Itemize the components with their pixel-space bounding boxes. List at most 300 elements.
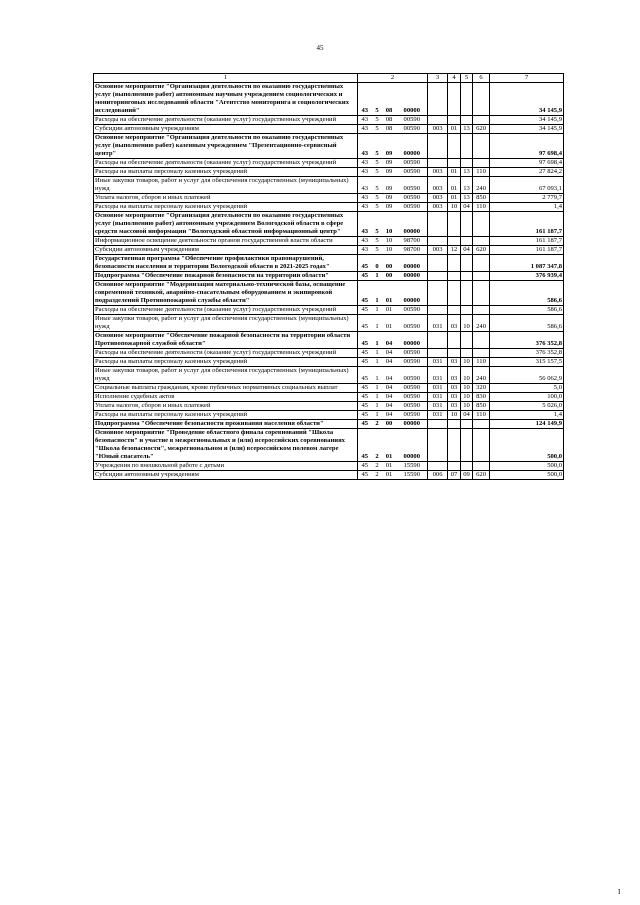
section-code xyxy=(448,429,461,462)
event-code: 10 xyxy=(382,212,396,237)
event-code: 09 xyxy=(382,168,396,177)
amount: 5 026,0 xyxy=(490,402,564,411)
amount: 1 087 347,8 xyxy=(490,255,564,272)
expense-type-code: 850 xyxy=(473,402,490,411)
subprogram-code: 5 xyxy=(372,134,382,159)
subprogram-code: 0 xyxy=(372,255,382,272)
grbs-code xyxy=(428,272,448,281)
table-row xyxy=(94,367,564,384)
row-name: Основное мероприятие "Модернизация материально-технической базы, оснащение современной техникой, аварийно-спасательным оборудованием и экипировкой подразделений Противопожарной службы области" xyxy=(94,281,358,306)
subsection-code xyxy=(461,134,473,159)
subsection-code: 13 xyxy=(461,168,473,177)
section-code xyxy=(448,134,461,159)
program-code: 45 xyxy=(358,255,372,272)
subprogram-code: 2 xyxy=(372,462,382,471)
expense-type-code: 240 xyxy=(473,315,490,332)
program-code: 45 xyxy=(358,272,372,281)
direction-code: 98700 xyxy=(396,237,428,246)
event-code: 04 xyxy=(382,411,396,420)
event-code: 08 xyxy=(382,125,396,134)
subsection-code xyxy=(461,272,473,281)
amount: 315 157,5 xyxy=(490,358,564,367)
amount: 27 824,2 xyxy=(490,168,564,177)
amount: 56 062,9 xyxy=(490,367,564,384)
table-row xyxy=(94,194,564,203)
subsection-code xyxy=(461,159,473,168)
table-row xyxy=(94,255,564,272)
program-code: 45 xyxy=(358,332,372,349)
subprogram-code: 1 xyxy=(372,281,382,306)
table-row xyxy=(94,420,564,429)
section-code xyxy=(448,255,461,272)
grbs-code xyxy=(428,306,448,315)
subprogram-code: 5 xyxy=(372,212,382,237)
expense-type-code xyxy=(473,429,490,462)
subsection-code: 10 xyxy=(461,393,473,402)
direction-code: 00590 xyxy=(396,367,428,384)
table-row xyxy=(94,246,564,255)
subprogram-code: 5 xyxy=(372,246,382,255)
expense-type-code: 620 xyxy=(473,471,490,480)
page-number: 45 xyxy=(316,44,324,52)
direction-code: 00000 xyxy=(396,272,428,281)
row-name: Расходы на выплаты персоналу казенных учреждений xyxy=(94,411,358,420)
row-name: Социальные выплаты гражданам, кроме публичных нормативных социальных выплат xyxy=(94,384,358,393)
direction-code: 00590 xyxy=(396,315,428,332)
table-row xyxy=(94,471,564,480)
table-row xyxy=(94,306,564,315)
direction-code: 00590 xyxy=(396,384,428,393)
table-row xyxy=(94,349,564,358)
subsection-code xyxy=(461,306,473,315)
grbs-code: 031 xyxy=(428,411,448,420)
table-row xyxy=(94,116,564,125)
program-code: 45 xyxy=(358,420,372,429)
table-row xyxy=(94,134,564,159)
direction-code: 00590 xyxy=(396,116,428,125)
expense-type-code: 620 xyxy=(473,125,490,134)
event-code: 04 xyxy=(382,384,396,393)
expense-type-code: 110 xyxy=(473,358,490,367)
direction-code: 98700 xyxy=(396,246,428,255)
subprogram-code: 5 xyxy=(372,125,382,134)
program-code: 45 xyxy=(358,471,372,480)
header-col-2: 2 xyxy=(358,74,428,83)
row-name: Государственная программа "Обеспечение профилактики правонарушений, безопасности населения и территории Вологодской области в 2021-2025 годах" xyxy=(94,255,358,272)
section-code: 01 xyxy=(448,125,461,134)
amount: 376 352,8 xyxy=(490,349,564,358)
header-col-3: 3 xyxy=(428,74,448,83)
direction-code: 00590 xyxy=(396,393,428,402)
direction-code: 00590 xyxy=(396,177,428,194)
subsection-code: 10 xyxy=(461,367,473,384)
row-name: Основное мероприятие "Организация деятельности по оказанию государственных услуг (выполнению работ) автономным учреждением Вологодской области в сфере средств массовой информации "Вологодский областной информационный центр" xyxy=(94,212,358,237)
subsection-code xyxy=(461,116,473,125)
subsection-code xyxy=(461,420,473,429)
amount: 97 698,4 xyxy=(490,134,564,159)
subprogram-code: 1 xyxy=(372,332,382,349)
grbs-code: 003 xyxy=(428,168,448,177)
expense-type-code: 620 xyxy=(473,246,490,255)
subprogram-code: 1 xyxy=(372,349,382,358)
program-code: 43 xyxy=(358,168,372,177)
header-col-1: 1 xyxy=(94,74,358,83)
event-code: 00 xyxy=(382,255,396,272)
grbs-code: 003 xyxy=(428,177,448,194)
subprogram-code: 1 xyxy=(372,306,382,315)
event-code: 01 xyxy=(382,315,396,332)
section-code: 03 xyxy=(448,367,461,384)
expense-type-code xyxy=(473,349,490,358)
grbs-code: 031 xyxy=(428,393,448,402)
subprogram-code: 5 xyxy=(372,168,382,177)
subsection-code xyxy=(461,83,473,116)
subprogram-code: 1 xyxy=(372,315,382,332)
amount: 500,0 xyxy=(490,462,564,471)
budget-table xyxy=(93,73,564,480)
section-code xyxy=(448,420,461,429)
amount: 161 187,7 xyxy=(490,212,564,237)
subsection-code: 10 xyxy=(461,402,473,411)
table-row xyxy=(94,402,564,411)
event-code: 01 xyxy=(382,306,396,315)
event-code: 04 xyxy=(382,393,396,402)
subprogram-code: 5 xyxy=(372,203,382,212)
amount: 124 149,9 xyxy=(490,420,564,429)
table-row xyxy=(94,159,564,168)
grbs-code xyxy=(428,83,448,116)
direction-code: 00000 xyxy=(396,255,428,272)
table-row xyxy=(94,281,564,306)
row-name: Подпрограмма "Обеспечение пожарной безопасности на территории области" xyxy=(94,272,358,281)
program-code: 45 xyxy=(358,402,372,411)
section-code: 10 xyxy=(448,411,461,420)
table-row xyxy=(94,315,564,332)
row-name: Расходы на выплаты персоналу казенных учреждений xyxy=(94,203,358,212)
subsection-code xyxy=(461,349,473,358)
expense-type-code: 240 xyxy=(473,177,490,194)
table-row xyxy=(94,393,564,402)
program-code: 45 xyxy=(358,393,372,402)
expense-type-code xyxy=(473,255,490,272)
program-code: 43 xyxy=(358,125,372,134)
subsection-code xyxy=(461,212,473,237)
section-code: 01 xyxy=(448,177,461,194)
table-row xyxy=(94,332,564,349)
program-code: 45 xyxy=(358,349,372,358)
table-row xyxy=(94,125,564,134)
subsection-code: 04 xyxy=(461,246,473,255)
section-code: 07 xyxy=(448,471,461,480)
grbs-code: 031 xyxy=(428,402,448,411)
header-col-5: 5 xyxy=(461,74,473,83)
row-name: Основное мероприятие "Обеспечение пожарной безопасности на территории области Противопожарной службой области" xyxy=(94,332,358,349)
subprogram-code: 1 xyxy=(372,367,382,384)
subprogram-code: 2 xyxy=(372,471,382,480)
section-code xyxy=(448,116,461,125)
direction-code: 15590 xyxy=(396,471,428,480)
event-code: 10 xyxy=(382,246,396,255)
direction-code: 00000 xyxy=(396,429,428,462)
table-row xyxy=(94,429,564,462)
grbs-code: 031 xyxy=(428,358,448,367)
grbs-code xyxy=(428,134,448,159)
row-name: Расходы на обеспечение деятельности (оказание услуг) государственных учреждений xyxy=(94,116,358,125)
direction-code: 00000 xyxy=(396,332,428,349)
grbs-code: 003 xyxy=(428,203,448,212)
subprogram-code: 1 xyxy=(372,393,382,402)
row-name: Основное мероприятие "Организация деятельности по оказанию государственных услуг (выполнению работ) автономным научным учреждением социологических и мониторинговых исследований области "Агентство мониторинга и социологических исследований" xyxy=(94,83,358,116)
event-code: 04 xyxy=(382,367,396,384)
grbs-code: 006 xyxy=(428,471,448,480)
direction-code: 00000 xyxy=(396,212,428,237)
grbs-code xyxy=(428,212,448,237)
row-name: Расходы на обеспечение деятельности (оказание услуг) государственных учреждений xyxy=(94,306,358,315)
expense-type-code: 830 xyxy=(473,393,490,402)
grbs-code xyxy=(428,420,448,429)
subprogram-code: 2 xyxy=(372,420,382,429)
expense-type-code xyxy=(473,83,490,116)
direction-code: 00590 xyxy=(396,349,428,358)
row-name: Субсидии автономным учреждениям xyxy=(94,246,358,255)
row-name: Расходы на обеспечение деятельности (оказание услуг) государственных учреждений xyxy=(94,349,358,358)
amount: 500,0 xyxy=(490,429,564,462)
expense-type-code xyxy=(473,306,490,315)
subsection-code: 10 xyxy=(461,384,473,393)
program-code: 43 xyxy=(358,159,372,168)
row-name: Иные закупки товаров, работ и услуг для обеспечения государственных (муниципальных) нужд xyxy=(94,367,358,384)
subprogram-code: 1 xyxy=(372,384,382,393)
section-code: 03 xyxy=(448,315,461,332)
subprogram-code: 1 xyxy=(372,411,382,420)
program-code: 43 xyxy=(358,116,372,125)
direction-code: 00000 xyxy=(396,420,428,429)
section-code: 03 xyxy=(448,402,461,411)
section-code xyxy=(448,237,461,246)
amount: 2 779,7 xyxy=(490,194,564,203)
program-code: 43 xyxy=(358,246,372,255)
section-code xyxy=(448,159,461,168)
grbs-code: 003 xyxy=(428,194,448,203)
grbs-code xyxy=(428,332,448,349)
table-row xyxy=(94,411,564,420)
subprogram-code: 5 xyxy=(372,177,382,194)
section-code: 01 xyxy=(448,194,461,203)
subprogram-code: 5 xyxy=(372,194,382,203)
direction-code: 15590 xyxy=(396,462,428,471)
program-code: 43 xyxy=(358,177,372,194)
amount: 34 145,9 xyxy=(490,125,564,134)
row-name: Учреждения по внешкольной работе с детьми xyxy=(94,462,358,471)
header-col-4: 4 xyxy=(448,74,461,83)
row-name: Подпрограмма "Обеспечение безопасности проживания населения области" xyxy=(94,420,358,429)
section-code xyxy=(448,83,461,116)
program-code: 43 xyxy=(358,212,372,237)
expense-type-code: 110 xyxy=(473,168,490,177)
row-name: Расходы на выплаты персоналу казенных учреждений xyxy=(94,168,358,177)
grbs-code: 031 xyxy=(428,384,448,393)
amount: 586,6 xyxy=(490,281,564,306)
subsection-code xyxy=(461,462,473,471)
row-name: Основное мероприятие "Проведение областного финала соревнований "Школа безопасности" и участие в межрегиональных и (или) всероссийских соревнованиях "Школа безопасности", межрегиональном и (или) всероссийском полевом лагере "Юный спасатель" xyxy=(94,429,358,462)
event-code: 08 xyxy=(382,83,396,116)
section-code xyxy=(448,212,461,237)
event-code: 09 xyxy=(382,177,396,194)
expense-type-code: 240 xyxy=(473,367,490,384)
event-code: 04 xyxy=(382,349,396,358)
expense-type-code: 850 xyxy=(473,194,490,203)
program-code: 43 xyxy=(358,134,372,159)
row-name: Уплата налогов, сборов и иных платежей xyxy=(94,194,358,203)
section-code xyxy=(448,306,461,315)
table-header-row xyxy=(94,74,564,83)
subprogram-code: 5 xyxy=(372,237,382,246)
program-code: 45 xyxy=(358,384,372,393)
grbs-code xyxy=(428,237,448,246)
grbs-code xyxy=(428,281,448,306)
grbs-code xyxy=(428,462,448,471)
event-code: 00 xyxy=(382,420,396,429)
event-code: 04 xyxy=(382,358,396,367)
subsection-code xyxy=(461,281,473,306)
grbs-code xyxy=(428,116,448,125)
event-code: 01 xyxy=(382,471,396,480)
row-name: Информационное освещение деятельности органов государственной власти области xyxy=(94,237,358,246)
grbs-code: 003 xyxy=(428,125,448,134)
table-row xyxy=(94,83,564,116)
subsection-code: 09 xyxy=(461,471,473,480)
event-code: 10 xyxy=(382,237,396,246)
table-row xyxy=(94,168,564,177)
direction-code: 00590 xyxy=(396,203,428,212)
header-col-7: 7 xyxy=(490,74,564,83)
amount: 586,6 xyxy=(490,315,564,332)
section-code: 12 xyxy=(448,246,461,255)
expense-type-code xyxy=(473,237,490,246)
program-code: 45 xyxy=(358,411,372,420)
row-name: Расходы на выплаты персоналу казенных учреждений xyxy=(94,358,358,367)
subprogram-code: 5 xyxy=(372,116,382,125)
table-row xyxy=(94,237,564,246)
amount: 586,6 xyxy=(490,306,564,315)
event-code: 09 xyxy=(382,159,396,168)
grbs-code: 031 xyxy=(428,367,448,384)
section-code: 10 xyxy=(448,203,461,212)
table-row xyxy=(94,203,564,212)
program-code: 43 xyxy=(358,194,372,203)
event-code: 01 xyxy=(382,429,396,462)
table-row xyxy=(94,272,564,281)
subsection-code: 04 xyxy=(461,203,473,212)
table-row xyxy=(94,177,564,194)
grbs-code xyxy=(428,255,448,272)
grbs-code xyxy=(428,429,448,462)
table-row xyxy=(94,212,564,237)
direction-code: 00590 xyxy=(396,358,428,367)
row-name: Исполнение судебных актов xyxy=(94,393,358,402)
subsection-code: 04 xyxy=(461,411,473,420)
row-name: Иные закупки товаров, работ и услуг для обеспечения государственных (муниципальных) нужд xyxy=(94,177,358,194)
amount: 161 187,7 xyxy=(490,246,564,255)
direction-code: 00590 xyxy=(396,194,428,203)
amount: 161 187,7 xyxy=(490,237,564,246)
subprogram-code: 1 xyxy=(372,358,382,367)
subprogram-code: 5 xyxy=(372,159,382,168)
header-col-6: 6 xyxy=(473,74,490,83)
direction-code: 00590 xyxy=(396,125,428,134)
program-code: 43 xyxy=(358,203,372,212)
direction-code: 00590 xyxy=(396,159,428,168)
amount: 34 145,9 xyxy=(490,116,564,125)
expense-type-code: 110 xyxy=(473,411,490,420)
corner-mark: I xyxy=(618,888,621,896)
subprogram-code: 5 xyxy=(372,83,382,116)
subsection-code xyxy=(461,237,473,246)
direction-code: 00000 xyxy=(396,134,428,159)
expense-type-code xyxy=(473,332,490,349)
event-code: 00 xyxy=(382,272,396,281)
event-code: 04 xyxy=(382,402,396,411)
amount: 376 352,8 xyxy=(490,332,564,349)
subsection-code xyxy=(461,255,473,272)
subsection-code: 10 xyxy=(461,315,473,332)
amount: 100,0 xyxy=(490,393,564,402)
expense-type-code xyxy=(473,159,490,168)
section-code: 01 xyxy=(448,168,461,177)
expense-type-code xyxy=(473,134,490,159)
amount: 1,4 xyxy=(490,203,564,212)
subsection-code: 10 xyxy=(461,358,473,367)
event-code: 08 xyxy=(382,116,396,125)
subsection-code xyxy=(461,429,473,462)
event-code: 09 xyxy=(382,194,396,203)
grbs-code xyxy=(428,159,448,168)
amount: 97 698,4 xyxy=(490,159,564,168)
direction-code: 00590 xyxy=(396,168,428,177)
event-code: 09 xyxy=(382,134,396,159)
subprogram-code: 1 xyxy=(372,402,382,411)
row-name: Уплата налогов, сборов и иных платежей xyxy=(94,402,358,411)
section-code xyxy=(448,272,461,281)
amount: 376 939,4 xyxy=(490,272,564,281)
expense-type-code xyxy=(473,212,490,237)
program-code: 45 xyxy=(358,367,372,384)
expense-type-code xyxy=(473,420,490,429)
subsection-code xyxy=(461,332,473,349)
section-code xyxy=(448,462,461,471)
amount: 5,0 xyxy=(490,384,564,393)
direction-code: 00000 xyxy=(396,281,428,306)
subprogram-code: 2 xyxy=(372,429,382,462)
grbs-code xyxy=(428,349,448,358)
expense-type-code xyxy=(473,272,490,281)
program-code: 45 xyxy=(358,281,372,306)
subsection-code: 13 xyxy=(461,177,473,194)
row-name: Расходы на обеспечение деятельности (оказание услуг) государственных учреждений xyxy=(94,159,358,168)
event-code: 01 xyxy=(382,281,396,306)
program-code: 45 xyxy=(358,462,372,471)
program-code: 45 xyxy=(358,358,372,367)
program-code: 45 xyxy=(358,315,372,332)
grbs-code: 031 xyxy=(428,315,448,332)
event-code: 01 xyxy=(382,462,396,471)
direction-code: 00590 xyxy=(396,306,428,315)
row-name: Субсидии автономным учреждениям xyxy=(94,125,358,134)
direction-code: 00000 xyxy=(396,83,428,116)
subprogram-code: 1 xyxy=(372,272,382,281)
amount: 34 145,9 xyxy=(490,83,564,116)
section-code: 03 xyxy=(448,393,461,402)
